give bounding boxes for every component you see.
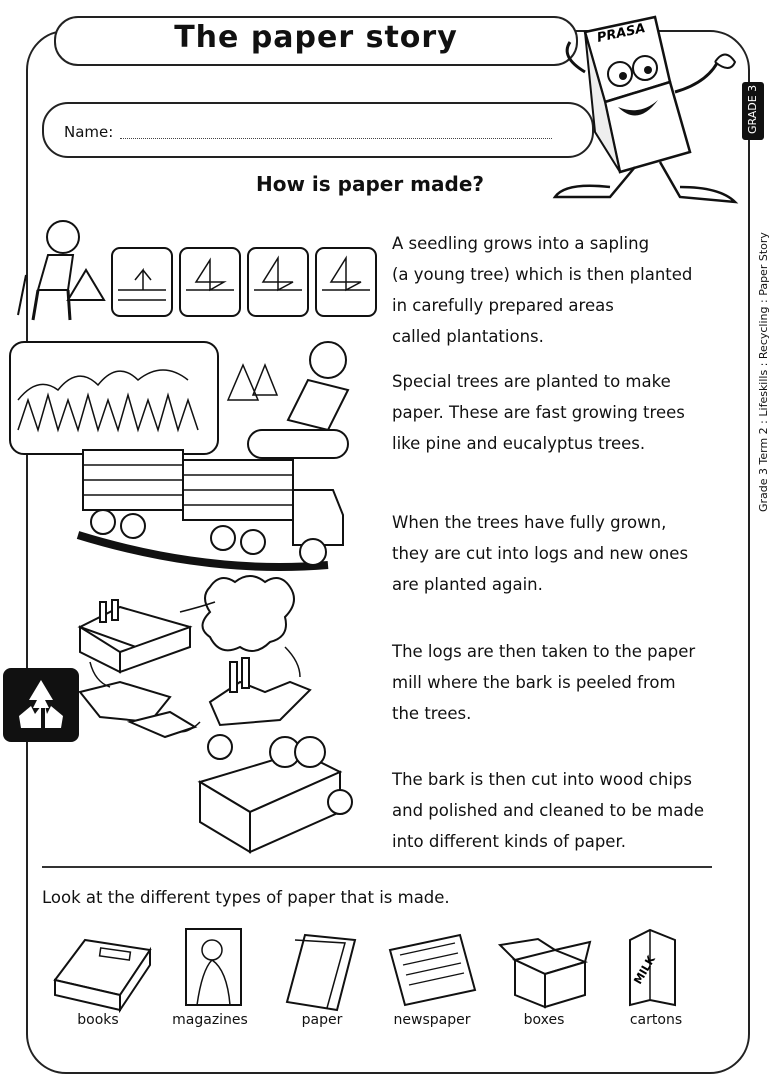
- seedling-illustration: [8, 215, 368, 330]
- paper-icon: [285, 930, 360, 1010]
- paragraph-5: The bark is then cut into wood chips and polished and cleaned to be made into different kinds of paper.: [392, 770, 704, 851]
- name-box: [42, 102, 594, 158]
- mascot-label: PRASA: [595, 21, 647, 46]
- caption-boxes: boxes: [523, 1012, 565, 1028]
- recycling-cycle-illustration: [70, 572, 390, 862]
- title-box: [54, 16, 578, 66]
- prasa-mascot-illustration: [540, 12, 750, 212]
- milk-label: MILK: [631, 953, 658, 987]
- paragraph-4: The logs are then taken to the paper mill where the bark is peeled from the trees.: [392, 642, 696, 723]
- caption-cartons: cartons: [629, 1012, 683, 1028]
- books-icon: [50, 925, 150, 1010]
- paragraph-3: When the trees have fully grown, they are cut into logs and new ones are planted again.: [392, 513, 689, 594]
- paper-types-prompt: Look at the different types of paper that is made.: [42, 888, 450, 907]
- caption-newspaper: newspaper: [393, 1012, 471, 1028]
- caption-books: books: [77, 1012, 119, 1028]
- cartons-icon: [620, 925, 690, 1010]
- caption-magazines: magazines: [172, 1012, 248, 1028]
- divider: [42, 866, 712, 868]
- caption-paper: paper: [301, 1012, 343, 1028]
- plantation-truck-illustration: [8, 340, 378, 590]
- grade-label: GRADE 3: [746, 84, 759, 134]
- name-field[interactable]: [120, 138, 552, 139]
- page-title: The paper story: [174, 20, 458, 55]
- recycle-icon: [3, 668, 79, 742]
- section-heading: How is paper made?: [256, 172, 484, 196]
- paragraph-1: A seedling grows into a sapling (a young tree) which is then planted in carefully prepared areas called plantations.: [392, 234, 693, 346]
- name-label: Name:: [64, 123, 114, 141]
- newspaper-icon: [385, 930, 480, 1010]
- magazines-icon: [182, 925, 252, 1010]
- grade-badge: [742, 82, 764, 140]
- side-caption: Grade 3 Term 2 : Lifeskills : Recycling : Paper Story: [757, 232, 770, 512]
- boxes-icon: [495, 935, 590, 1010]
- paragraph-2: Special trees are planted to make paper. These are fast growing trees like pine and eucalyptus trees.: [392, 372, 685, 453]
